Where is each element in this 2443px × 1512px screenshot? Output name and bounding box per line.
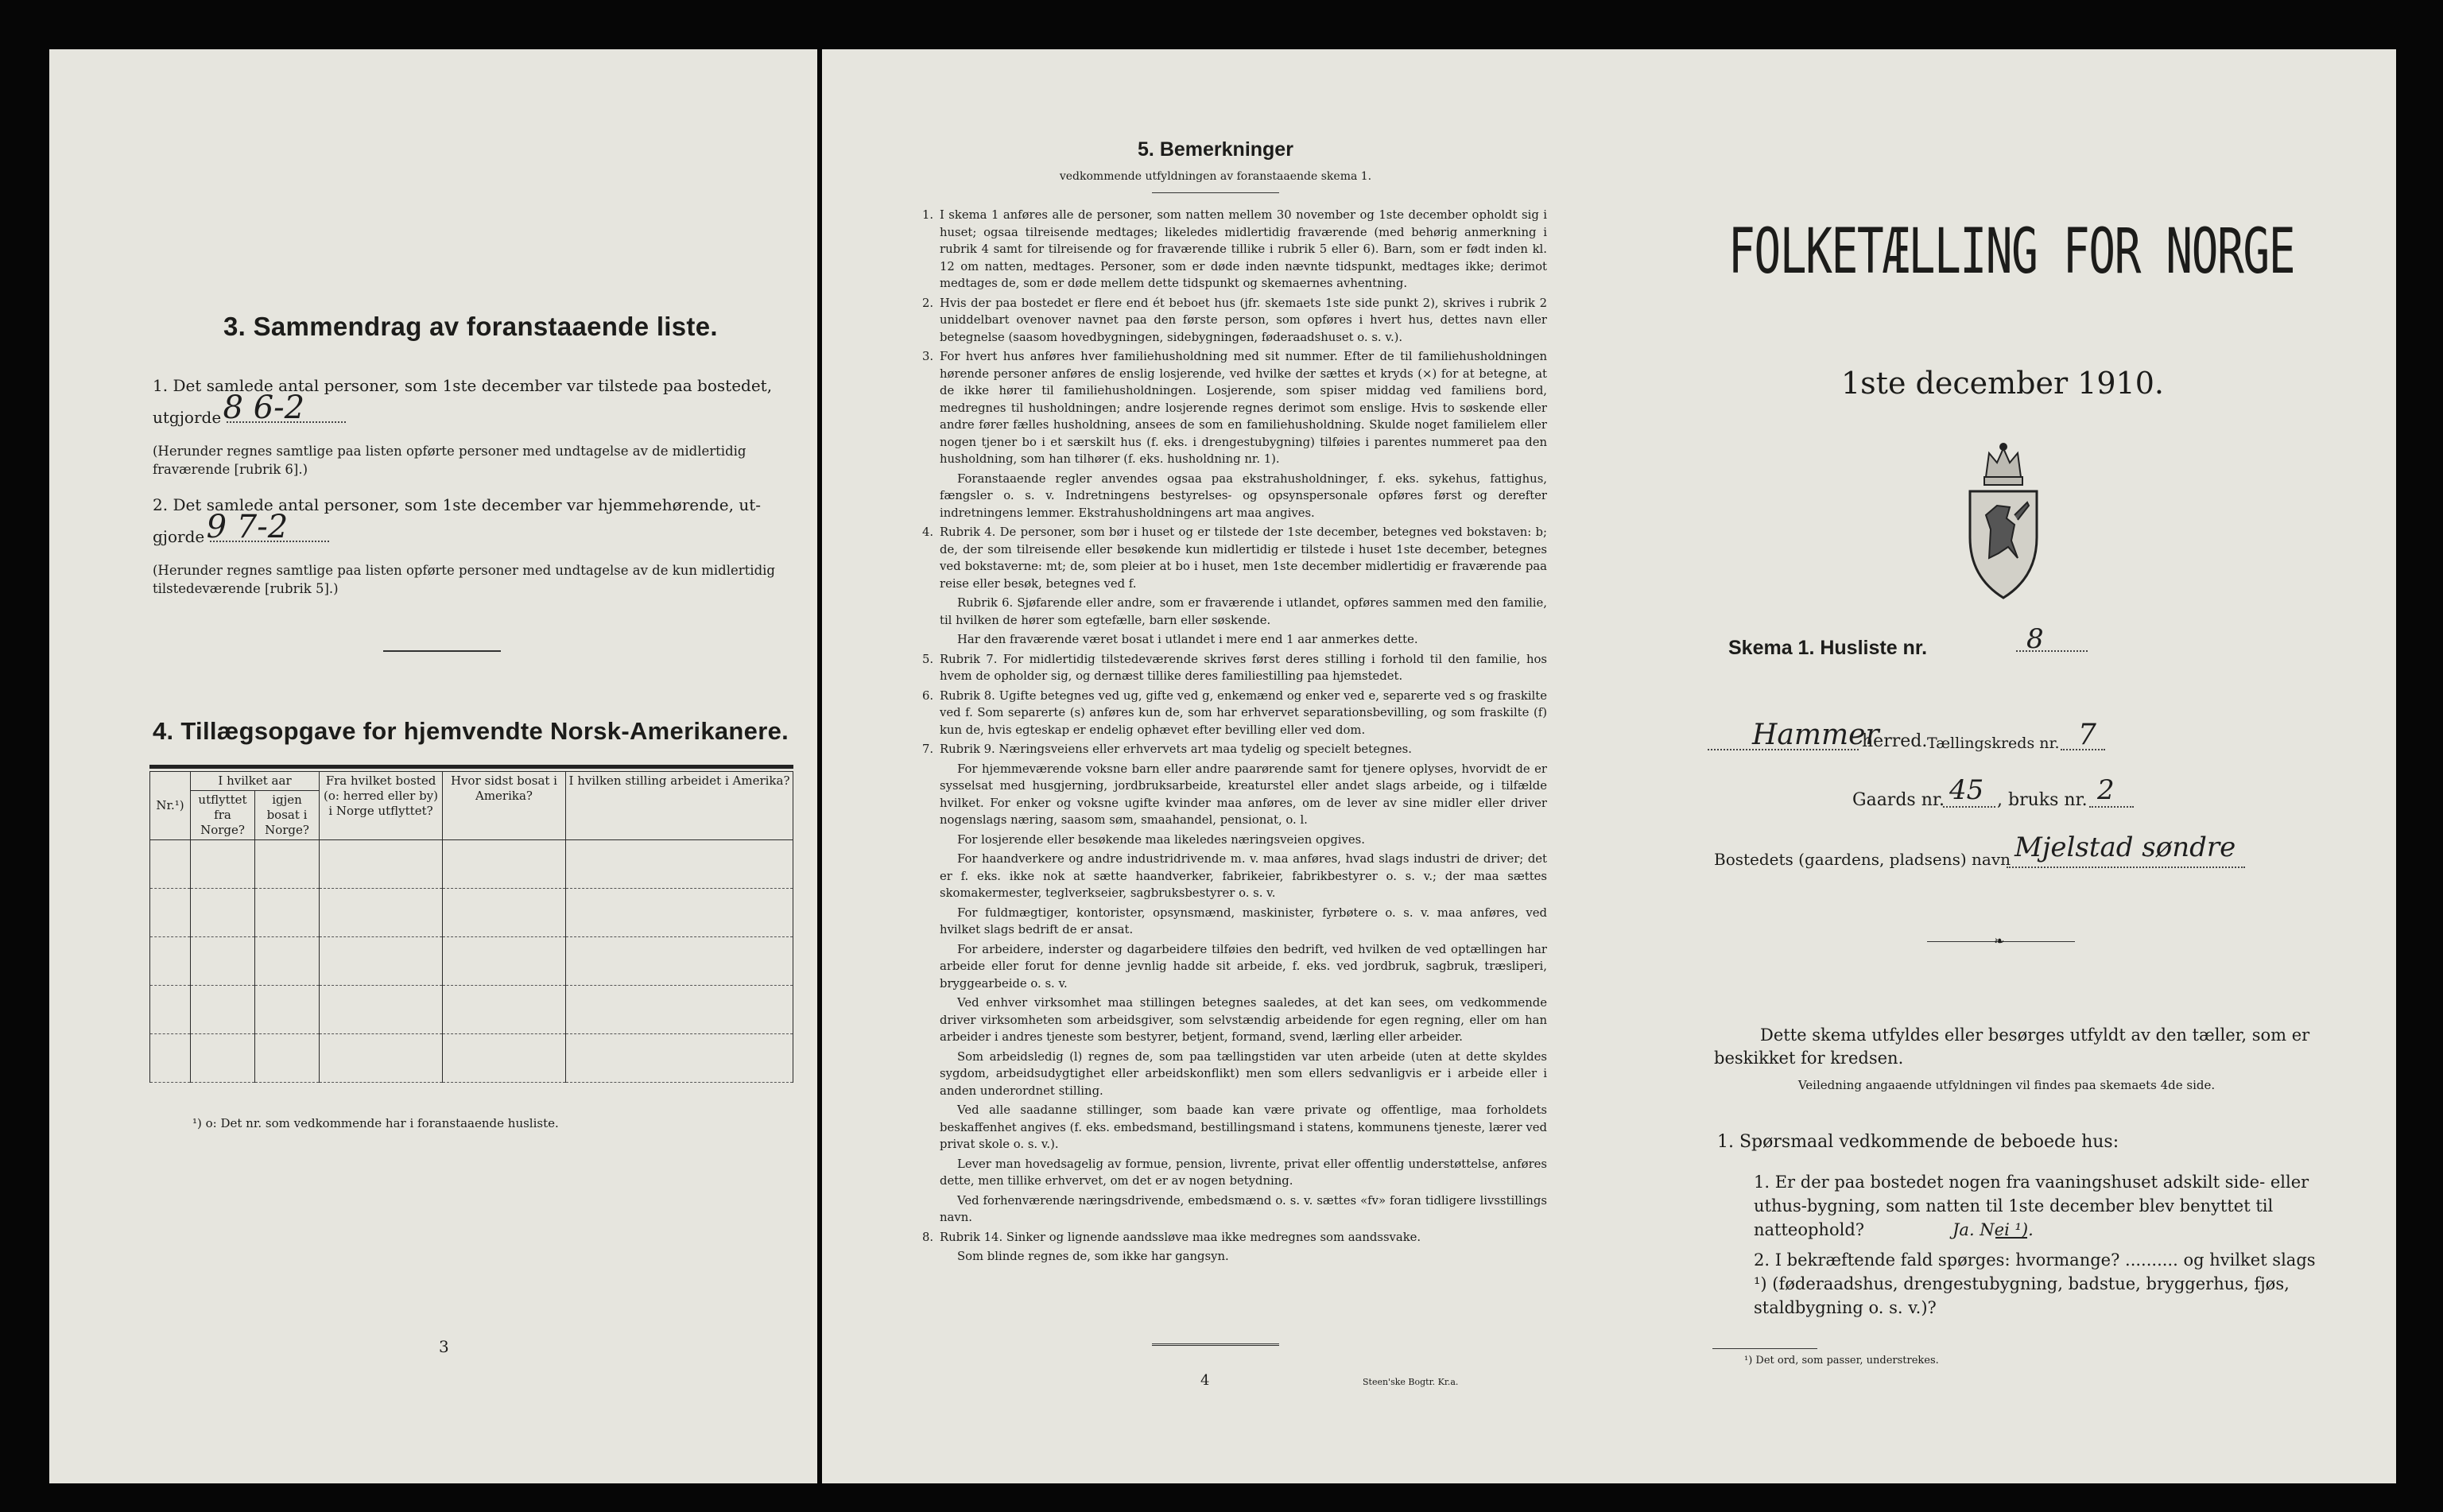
remark-paragraph	[922, 207, 1547, 293]
bosted-label: Bostedets (gaardens, pladsens) navn	[1714, 850, 2011, 869]
remark-number: 7.	[922, 742, 934, 756]
remark-number: 1.	[922, 208, 934, 222]
remark-text: Rubrik 7. For midlertidig tilstedeværende skrives først deres stilling i forhold til den familie, hos hvem de opholder sig, og dernæst tillike deres familiestilling paa hjemstedet.	[940, 652, 1547, 683]
middle-page	[822, 49, 1609, 1483]
item1-note: (Herunder regnes samtlige paa listen opførte personer med undtagelse av de midlertidig fraværende [rubrik 6].)	[153, 444, 746, 477]
page-number: 4	[1200, 1372, 1210, 1389]
section3-title: 3. Sammendrag av foranstaaende liste.	[223, 312, 718, 341]
table-top-rule	[149, 765, 793, 769]
remark-paragraph	[922, 348, 1547, 468]
bruks-answer-line	[2089, 806, 2134, 808]
remark-paragraph	[922, 741, 1547, 758]
footnote: ¹) Det ord, som passer, understrekes.	[1744, 1355, 1939, 1367]
remark-text: Foranstaaende regler anvendes ogsaa paa ekstrahusholdninger, f. eks. sykehus, fattighus, fængsler o. s. v. Indretningens bestyrelses- og opsynspersonale opføres først og derefter indretningens lemmer. Ekstrahusholdningens art maa angives.	[940, 471, 1547, 520]
item1-line1: 1. Det samlede antal personer, som 1ste december var tilstede paa bostedet,	[153, 376, 773, 395]
remark-text: I skema 1 anføres alle de personer, som natten mellem 30 november og 1ste december opholdt sig i huset; ogsaa tilreisende medtages; likeledes midlertidig fraværende (med behørig anmerkning i rubrik 4 samt for tilreisende og for fraværende tillike i rubrik 5 eller 6). Barn, som er født inden kl. 12 om natten, medtages. Personer, som er døde inden nævnte tidspunkt, medtages ikke; derimot medtages de, som er døde mellem dette tidspunkt og skemaernes avhentning.	[940, 208, 1547, 290]
item2	[153, 494, 805, 598]
bosted-name: Mjelstad søndre	[2015, 832, 2236, 863]
item2-line1: 2. Det samlede antal personer, som 1ste december var hjemmehørende, ut-	[153, 495, 761, 514]
remark-paragraph	[922, 1156, 1547, 1190]
table-row	[150, 1034, 793, 1083]
col-igjen: igjen bosat i Norge?	[255, 791, 320, 840]
col-fra-bosted: Fra hvilket bosted (o: herred eller by) i Norge utflyttet?	[320, 772, 443, 840]
herred-label: herred.	[1862, 731, 1928, 751]
skema-label: Skema 1. Husliste nr.	[1728, 637, 1928, 659]
question-1-answer: Ja. Nei ¹).	[1952, 1220, 2034, 1239]
remark-text: Ved alle saadanne stillinger, som baade kan være private og offentlige, maa forholdets beskaffenhet angives (f. eks. embedsmand, bestillingsmand i statens, kommunens tjeneste, lærer ved privat skole o. s. v.).	[940, 1103, 1547, 1151]
remark-paragraph	[922, 761, 1547, 829]
remark-number: 6.	[922, 688, 934, 703]
remark-paragraph	[922, 524, 1547, 592]
col-utflyttet: utflyttet fra Norge?	[191, 791, 255, 840]
remark-text: Lever man hovedsagelig av formue, pension, livrente, privat eller offentlig understøttelse, anføres dette, men tillike erhvervet, om det er av nogen betydning.	[940, 1157, 1547, 1188]
remark-paragraph	[922, 994, 1547, 1046]
remark-paragraph	[922, 832, 1547, 849]
remark-text: Rubrik 6. Sjøfarende eller andre, som er fraværende i utlandet, opføres sammen med den familie, til hvilken de hører som egtefælle, barn eller søskende.	[940, 596, 1547, 627]
bruks-label: , bruks nr.	[1997, 790, 2088, 810]
table-row	[150, 889, 793, 937]
remarks-list	[922, 207, 1547, 1268]
right-page	[1609, 49, 2396, 1483]
remark-number: 2.	[922, 296, 934, 310]
remarks-subtitle: vedkommende utfyldningen av foranstaaende skema 1.	[1059, 170, 1372, 183]
left-page	[49, 49, 817, 1483]
gaards-label: Gaards nr.	[1852, 790, 1945, 810]
remark-paragraph	[922, 1248, 1547, 1266]
remark-text: For hjemmeværende voksne barn eller andre paarørende samt for tjenere oplyses, hvorvidt de er sysselsat med husgjerning, jordbruksarbeide, kreaturstel eller andet slags arbeide, og i tilfælde hvilket. For enker og voksne ugifte kvinder maa anføres, om de lever av sine midler eller driver nogenslags næring, saasom søm, smaahandel, pensionat, o. l.	[940, 762, 1547, 827]
table-footnote: ¹) o: Det nr. som vedkommende har i foranstaaende husliste.	[192, 1116, 559, 1130]
remark-paragraph	[922, 688, 1547, 739]
item1-handwritten: 8 6-2	[223, 390, 305, 426]
table-row	[150, 840, 793, 889]
remark-paragraph	[922, 1049, 1547, 1100]
bosted-answer-line	[2007, 866, 2245, 868]
norway-coat-of-arms-icon	[1962, 442, 2045, 601]
herred-name: Hammer	[1752, 719, 1879, 751]
page-number: 3	[439, 1337, 449, 1356]
remark-text: For haandverkere og andre industridrivende m. v. maa anføres, hvad slags industri de driver; det er f. eks. ikke nok at sætte haandverker, fabrikeier, fabrikbestyrer o. s. v.; der maa sættes skomakermester, teglverkseier, sagbruksbestyrer o. s. v.	[940, 852, 1547, 900]
document-title: FOLKETÆLLING FOR NORGE	[1728, 216, 2295, 288]
question-1: 1. Er der paa bostedet nogen fra vaaningshuset adskilt side- eller uthus-bygning, som natten til 1ste december blev benyttet til natteophold?	[1754, 1173, 2309, 1239]
remark-text: For fuldmægtiger, kontorister, opsynsmænd, maskinister, fyrbøtere o. s. v. maa anføres, ved hvilket slags bedrift de er ansat.	[940, 905, 1547, 936]
remark-text: Rubrik 14. Sinker og lignende aandssløve maa ikke medregnes som aandssvake.	[940, 1230, 1421, 1244]
remark-paragraph	[922, 1229, 1547, 1246]
veiledning-text: Veiledning angaaende utfyldningen vil findes paa skemaets 4de side.	[1797, 1078, 2216, 1092]
gaards-answer-line	[1943, 806, 1995, 808]
nei-underline	[1995, 1237, 2027, 1239]
kreds-nr: 7	[2078, 719, 2096, 751]
item2-answer-line	[206, 509, 329, 545]
col-stilling: I hvilken stilling arbeidet i Amerika?	[566, 772, 793, 840]
remark-paragraph	[922, 295, 1547, 347]
item2-note: (Herunder regnes samtlige paa listen opførte personer med undtagelse av de kun midlertidig tilstedeværende [rubrik 5].)	[153, 563, 775, 596]
item2-handwritten: 9 7-2	[206, 509, 289, 545]
remark-text: For arbeidere, inderster og dagarbeidere tilføies den bedrift, ved hvilken de ved optællingen har arbeide eller forut for denne jevnlig hadde sit arbeide, f. eks. ved jordbruk, sagbruk, træsliperi, bryggearbeide o. s. v.	[940, 942, 1547, 991]
questions-header: 1. Spørsmaal vedkommende de beboede hus:	[1717, 1132, 2119, 1152]
remark-text: Hvis der paa bostedet er flere end ét beboet hus (jfr. skemaets 1ste side punkt 2), skrives i rubrik 2 uniddelbart ovenover navnet paa den første person, som opføres i hvert hus, dettes navn eller betegnelse (saasom hovedbygningen, sidebygningen, føderaadshuset o. s. v.).	[940, 296, 1547, 344]
divider	[383, 650, 501, 652]
remark-text: Rubrik 9. Næringsveiens eller erhvervets art maa tydelig og specielt betegnes.	[940, 742, 1412, 756]
remark-paragraph	[922, 851, 1547, 902]
section4-title: 4. Tillægsopgave for hjemvendte Norsk-Amerikanere.	[153, 717, 789, 745]
remarks-title: 5. Bemerkninger	[1138, 138, 1293, 161]
census-date: 1ste december 1910.	[1841, 366, 2164, 401]
bottom-rule	[1152, 1343, 1279, 1346]
remark-paragraph	[922, 905, 1547, 939]
item1-answer-line	[223, 390, 346, 426]
printer-mark: Steen'ske Bogtr. Kr.a.	[1363, 1377, 1459, 1387]
norsk-amerikanere-table	[149, 771, 793, 1083]
remark-text: For losjerende eller besøkende maa likeledes næringsveien opgives.	[957, 832, 1365, 847]
table-row	[150, 986, 793, 1034]
item1	[153, 375, 805, 479]
remark-paragraph	[922, 941, 1547, 993]
remark-text: Har den fraværende været bosat i utlandet i mere end 1 aar anmerkes dette.	[957, 633, 1418, 646]
remark-text: Som arbeidsledig (l) regnes de, som paa tællingstiden var uten arbeide (uten at dette skyldes sygdom, arbeidsudygtighet eller arbeidskonflikt) men som ellers sedvanligvis er i arbeide eller i anden underordnet stilling.	[940, 1049, 1547, 1098]
remark-number: 3.	[922, 350, 934, 363]
remark-paragraph	[922, 595, 1547, 629]
col-group-year: I hvilket aar	[191, 772, 320, 791]
intro-text: Dette skema utfyldes eller besørges utfyldt av den tæller, som er beskikket for kredsen.	[1714, 1025, 2310, 1068]
remark-paragraph	[922, 1102, 1547, 1153]
remark-text: Som blinde regnes de, som ikke har gangsyn.	[957, 1250, 1229, 1263]
remark-paragraph	[922, 631, 1547, 649]
remark-text: Ved forhenværende næringsdrivende, embedsmænd o. s. v. sættes «fv» foran tidligere livsstillings navn.	[940, 1193, 1547, 1224]
remark-paragraph	[922, 1192, 1547, 1227]
table-row	[150, 937, 793, 986]
remark-number: 8.	[922, 1230, 934, 1244]
remark-paragraph	[922, 651, 1547, 685]
remark-paragraph	[922, 471, 1547, 522]
remark-text: For hvert hus anføres hver familiehusholdning med sit nummer. Efter de til familiehusholdningen hørende personer anføres de enslig losjerende, ved hvilke der sættes et kryds (×) for at betegne, at de ikke hører til familiehusholdningen. Losjerende, som spiser middag ved familiens bord, medregnes til husholdningen; andre losjerende regnes derimot som enslige. Hvis to søskende eller andre fører fælles husholdning, ansees de som en familiehusholdning. Skulde noget familielem eller nogen tjener bo i et særskilt hus (f. eks. i drengestubygning) tilføies i parentes nummeret paa den husholdning, som han tilhører (f. eks. husholdning nr. 1).	[940, 350, 1547, 466]
title-rule	[1152, 192, 1279, 193]
remark-number: 5.	[922, 652, 934, 666]
remark-text: Rubrik 8. Ugifte betegnes ved ug, gifte ved g, enkemænd og enker ved e, separerte ved s og fraskilte ved f. Som separerte (s) anføres kun de, som har erhvervet separationsbevilling, og som fraskilte (f) kun de, hvis egteskap er endelig ophævet efter bevilling eller ved dom.	[940, 688, 1547, 737]
question-2: 2. I bekræftende fald spørges: hvormange? .......... og hvilket slags ¹) (føderaadshus, drengestubygning, badstue, bryggerhus, fjøs, staldbygning o. s. v.)?	[1754, 1250, 2316, 1317]
gaards-nr: 45	[1949, 774, 1984, 806]
item1-prefix: utgjorde	[153, 408, 222, 427]
remark-text: Rubrik 4. De personer, som bør i huset og er tilstede der 1ste december, betegnes ved bokstaven: b; de, der som tilreisende eller besøkende kun midlertidig er tilstede i huset 1ste december, betegnes ved bokstaverne: mt; de, som pleier at bo i huset, men 1ste december midlertidig er fraværende paa reise eller besøk, betegnes ved f.	[940, 525, 1547, 591]
ornament-icon: ❧	[1994, 933, 2005, 948]
bruks-nr: 2	[2097, 774, 2115, 806]
col-nr: Nr.¹)	[150, 772, 191, 840]
kreds-label: Tællingskreds nr.	[1927, 735, 2060, 752]
remark-text: Ved enhver virksomhet maa stillingen betegnes saaledes, at det kan sees, om vedkommende driver virksomheten som arbeidsgiver, som selvstændig arbeidende for egen regning, eller om han arbeider i andres tjeneste som bestyrer, betjent, formand, svend, lærling eller arbeider.	[940, 996, 1547, 1044]
col-sidst-bosat: Hvor sidst bosat i Amerika?	[443, 772, 566, 840]
remark-number: 4.	[922, 525, 934, 539]
husliste-nr: 8	[2026, 623, 2044, 655]
footnote-rule	[1712, 1348, 1817, 1349]
item2-prefix: gjorde	[153, 527, 205, 546]
